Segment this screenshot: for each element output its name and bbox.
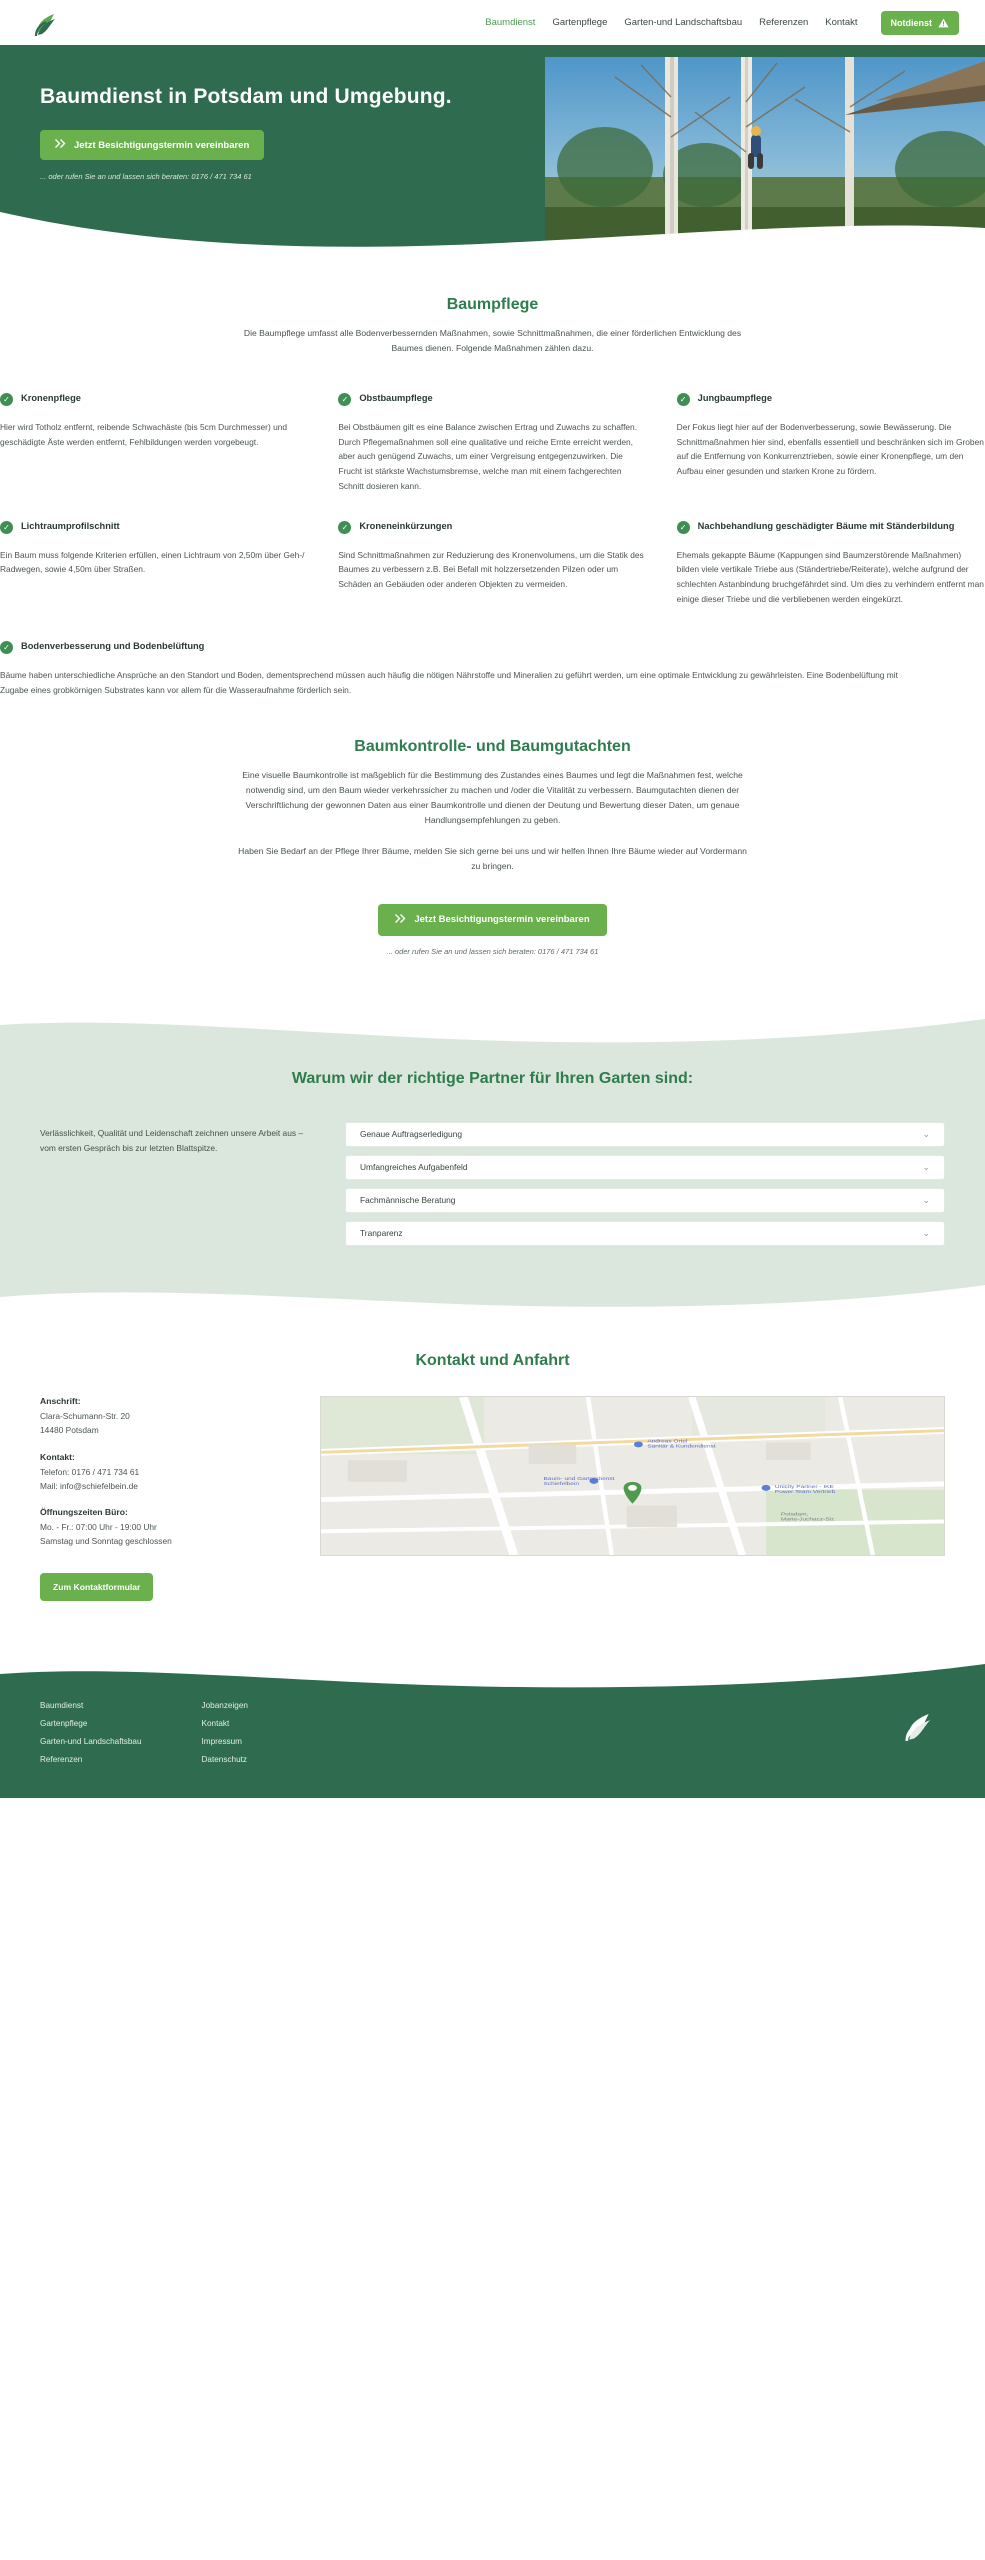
card-lichtraumprofilschnitt bbox=[0, 520, 308, 633]
card-title: Kronenpflege bbox=[21, 393, 81, 404]
nav-item-gartenpflege[interactable]: Gartenpflege bbox=[552, 17, 608, 28]
contact-form-button[interactable]: Zum Kontaktformular bbox=[40, 1573, 153, 1601]
check-circle-icon: ✓ bbox=[677, 393, 690, 406]
footer-link-impressum[interactable]: Impressum bbox=[201, 1737, 243, 1747]
chevron-down-icon: ⌄ bbox=[922, 1194, 930, 1205]
card-body: Hier wird Totholz entfernt, reibende Schwachäste (bis 5cm Durchmesser) und geschädigte Äste werden entfernt, Fehlbildungen werden vorgebeugt. bbox=[0, 422, 288, 447]
hero-wave-divider bbox=[0, 212, 985, 250]
card-body: Der Fokus liegt hier auf der Bodenverbesserung, sowie Bewässerung. Die Schnittmaßnahmen hier sind, ebenfalls essentiell und beschränken sich im Groben auf die Entfernung von Konkurrenztrieben, sowie einer Kronenpflege, um den Aufbau einer gesunden und starken Krone zu fördern. bbox=[676, 422, 984, 477]
card-nachbehandlung bbox=[677, 520, 985, 633]
footer-wrap bbox=[0, 1659, 985, 1798]
contact-label: Kontakt: bbox=[40, 1451, 75, 1462]
nav-item-baumdienst[interactable]: Baumdienst bbox=[485, 17, 536, 28]
svg-text:Unicity Partner - IKE: Unicity Partner - IKE bbox=[774, 1484, 834, 1490]
card-body: Bei Obstbäumen gilt es eine Balance zwischen Ertrag und Zuwachs zu schaffen. Durch Pflegemaßnahmen soll eine qualitative und reiche Ernte erreicht werden, aber auch genügend Zuwachs, um einer Vergreisung entgegenzuwirken. Die Frucht ist stärkste Wachstumsbremse, welche man mit einem fachgerechten Schnitt dosieren kann. bbox=[338, 422, 638, 491]
card-title: Kroneneinkürzungen bbox=[359, 520, 453, 531]
card-body: Ein Baum muss folgende Kriterien erfüllen, einen Lichtraum von 2,50m über Geh-/ Radwegen, sowie 4,50m über Straßen. bbox=[0, 549, 305, 575]
baumpflege-section bbox=[0, 250, 985, 698]
check-circle-icon: ✓ bbox=[0, 521, 13, 534]
accordion-item-beratung[interactable] bbox=[345, 1188, 945, 1213]
gutachten-appointment-button[interactable] bbox=[378, 904, 606, 936]
site-footer bbox=[0, 1659, 985, 1798]
svg-text:Power Team Vertrieb: Power Team Vertrieb bbox=[774, 1489, 836, 1495]
svg-text:Marie-Juchacz-Str.: Marie-Juchacz-Str. bbox=[780, 1517, 836, 1522]
accordion-label: Umfangreiches Aufgabenfeld bbox=[360, 1162, 468, 1173]
mail-line: Mail: info@schiefelbein.de bbox=[40, 1480, 138, 1491]
card-body: Bäume haben unterschiedliche Ansprüche an den Standort und Boden, dementsprechend müssen auch häufig die nötigen Nährstoffe und Mineralien zu geführt werden, um eine optimale Entwicklung zu gewährleisten. Eine Bodenbelüftung mit Zugabe eines grobkörnigen Substrates kann vor allem für die Wasseraufnahme förderlich sein. bbox=[0, 670, 898, 696]
card-kronenpflege bbox=[0, 392, 308, 520]
phone-line: Telefon: 0176 / 471 734 61 bbox=[40, 1466, 140, 1477]
double-chevron-right-icon bbox=[395, 914, 406, 926]
footer-link-garten-landschaftsbau[interactable]: Garten-und Landschaftsbau bbox=[40, 1737, 142, 1747]
warning-triangle-icon bbox=[938, 18, 949, 28]
card-title: Bodenverbesserung und Bodenbelüftung bbox=[21, 641, 205, 652]
footer-link-kontakt[interactable]: Kontakt bbox=[201, 1719, 230, 1729]
gutachten-phone-note: ... oder rufen Sie an und lassen sich beraten: 0176 / 471 734 61 bbox=[386, 946, 599, 956]
baumgutachten-cta-wrap bbox=[0, 904, 985, 956]
check-circle-icon: ✓ bbox=[0, 641, 13, 654]
check-circle-icon: ✓ bbox=[338, 393, 351, 406]
card-title: Obstbaumpflege bbox=[359, 393, 433, 404]
hours-label: Öffnungszeiten Büro: bbox=[40, 1507, 128, 1518]
footer-column-services bbox=[40, 1701, 142, 1764]
nav-item-garten-landschaftsbau[interactable]: Garten-und Landschaftsbau bbox=[624, 17, 743, 28]
hours-block bbox=[40, 1507, 290, 1549]
contact-block bbox=[40, 1452, 290, 1494]
address-block bbox=[40, 1396, 290, 1438]
footer-link-datenschutz[interactable]: Datenschutz bbox=[201, 1755, 248, 1765]
partner-text: Verlässlichkeit, Qualität und Leidenschaft zeichnen unsere Arbeit aus – vom ersten Gespräch bis zur letzten Blattspitze. bbox=[40, 1127, 304, 1154]
check-circle-icon: ✓ bbox=[677, 521, 690, 534]
hero-section bbox=[0, 45, 985, 250]
svg-text:Potsdam,: Potsdam, bbox=[780, 1512, 809, 1518]
accordion-item-auftragserledigung[interactable] bbox=[345, 1122, 945, 1147]
partner-accordion bbox=[345, 1122, 945, 1246]
footer-column-company bbox=[202, 1701, 248, 1764]
baumpflege-card-grid bbox=[0, 392, 985, 632]
tree-logo-icon[interactable] bbox=[26, 4, 66, 42]
partner-title: Warum wir der richtige Partner für Ihren Garten sind: bbox=[291, 1069, 694, 1087]
notdienst-label: Notdienst bbox=[890, 17, 932, 28]
baumgutachten-section bbox=[0, 698, 985, 956]
chevron-down-icon: ⌄ bbox=[922, 1128, 930, 1139]
footer-link-referenzen[interactable]: Referenzen bbox=[40, 1755, 83, 1765]
accordion-item-transparenz[interactable] bbox=[345, 1221, 945, 1246]
hero-appointment-button[interactable] bbox=[40, 130, 264, 160]
card-title: Nachbehandlung geschädigter Bäume mit Ständerbildung bbox=[697, 520, 955, 531]
nav-item-kontakt[interactable]: Kontakt bbox=[825, 17, 858, 28]
accordion-label: Tranparenz bbox=[360, 1228, 403, 1239]
partner-band-wrap bbox=[0, 1012, 985, 1310]
card-jungbaumpflege bbox=[677, 392, 985, 520]
footer-wave-divider bbox=[0, 1658, 985, 1692]
card-obstbaumpflege bbox=[338, 392, 646, 520]
footer-columns bbox=[40, 1701, 945, 1764]
footer-link-baumdienst[interactable]: Baumdienst bbox=[40, 1701, 84, 1711]
svg-text:Andreas Ortel: Andreas Ortel bbox=[647, 1439, 688, 1444]
contact-details bbox=[40, 1396, 290, 1601]
page-title: Baumdienst in Potsdam und Umgebung. bbox=[40, 85, 452, 108]
contact-columns bbox=[0, 1396, 985, 1601]
hours-line-1: Mo. - Fr.: 07:00 Uhr - 19:00 Uhr bbox=[40, 1522, 157, 1533]
baumgutachten-paragraph-1: Eine visuelle Baumkontrolle ist maßgeblich für die Bestimmung des Zustandes eines Baumes und legt die Maßnahmen fest, welche notwendig sind, um den Baum wieder verkehrssicher zu machen und /oder die Vitalität zu verbessern. Baumgutachten dienen der Verschriftlichung der gewonnen Daten aus einer Baumkontrolle und dienen der Deutung und Bewertung dieser Daten, um genaue Handlungsempfehlungen zu geben. bbox=[242, 769, 743, 825]
contact-title: Kontakt und Anfahrt bbox=[415, 1351, 570, 1369]
svg-text:Sanitär & Kundendienst: Sanitär & Kundendienst bbox=[647, 1444, 716, 1449]
address-label: Anschrift: bbox=[40, 1395, 81, 1406]
notdienst-button[interactable] bbox=[881, 11, 960, 35]
site-header bbox=[0, 0, 985, 45]
band-wave-top bbox=[0, 1011, 985, 1047]
address-line-2: 14480 Potsdam bbox=[40, 1424, 99, 1435]
accordion-label: Fachmännische Beratung bbox=[360, 1195, 456, 1206]
accordion-item-aufgabenfeld[interactable] bbox=[345, 1155, 945, 1180]
baumpflege-lead: Die Baumpflege umfasst alle Bodenverbessernden Maßnahmen, sowie Schnittmaßnahmen, die einer förderlichen Entwicklung des Baumes dienen. Folgende Maßnahmen zählen dazu. bbox=[243, 328, 742, 354]
address-line-1: Clara-Schumann-Str. 20 bbox=[40, 1410, 130, 1421]
partner-section bbox=[0, 1012, 985, 1310]
baumgutachten-title: Baumkontrolle- und Baumgutachten bbox=[354, 737, 631, 755]
check-circle-icon: ✓ bbox=[0, 393, 13, 406]
accordion-label: Genaue Auftragserledigung bbox=[360, 1129, 462, 1140]
location-map[interactable] bbox=[320, 1396, 945, 1556]
footer-link-jobanzeigen[interactable]: Jobanzeigen bbox=[201, 1701, 248, 1711]
card-bodenverbesserung bbox=[0, 640, 985, 697]
baumgutachten-paragraph-2: Haben Sie Bedarf an der Pflege Ihrer Bäume, melden Sie sich gerne bei uns und wir helfen Ihnen Ihre Bäume wieder auf Vordermann zu bringen. bbox=[238, 845, 747, 871]
gutachten-cta-label: Jetzt Besichtigungstermin vereinbaren bbox=[414, 914, 590, 926]
svg-text:Baum- und Gartendienst: Baum- und Gartendienst bbox=[543, 1476, 615, 1482]
card-body: Ehemals gekappte Bäume (Kappungen sind Baumzerstörende Maßnahmen) bilden viele vertikale Triebe aus (Ständertriebe/Reiterate), welche aufgrund der schlechten Astanbindung bruchgefährdet sind. Um dies zu verhindern entfernt man einige dieser Triebe und die verbliebenen werden eingekürzt. bbox=[676, 549, 984, 604]
chevron-down-icon: ⌄ bbox=[922, 1161, 930, 1172]
band-wave-bottom bbox=[0, 1275, 985, 1311]
chevron-down-icon: ⌄ bbox=[922, 1227, 930, 1238]
nav-item-referenzen[interactable]: Referenzen bbox=[759, 17, 809, 28]
hours-line-2: Samstag und Sonntag geschlossen bbox=[40, 1536, 172, 1547]
card-title: Lichtraumprofilschnitt bbox=[21, 520, 120, 531]
double-chevron-right-icon bbox=[55, 139, 66, 151]
card-kroneneinkuerzungen bbox=[338, 520, 646, 633]
hero-cta-label: Jetzt Besichtigungstermin vereinbaren bbox=[74, 139, 250, 151]
card-title: Jungbaumpflege bbox=[697, 393, 773, 404]
card-body: Sind Schnittmaßnahmen zur Reduzierung des Kronenvolumens, um die Statik des Baumes zu verbessern z.B. Bei Befall mit holzzersetzenden Pilzen oder um Schäden an Gebäuden oder anderen Objekten zu vermeiden. bbox=[338, 549, 644, 589]
hero-phone-note: ... oder rufen Sie an und lassen sich beraten: 0176 / 471 734 61 bbox=[40, 172, 252, 182]
tree-logo-icon bbox=[897, 1703, 941, 1752]
check-circle-icon: ✓ bbox=[338, 521, 351, 534]
partner-columns bbox=[0, 1122, 985, 1246]
svg-text:Schiefelbein: Schiefelbein bbox=[543, 1481, 579, 1487]
footer-link-gartenpflege[interactable]: Gartenpflege bbox=[40, 1719, 88, 1729]
main-navigation bbox=[485, 11, 959, 35]
baumpflege-title: Baumpflege bbox=[446, 296, 539, 313]
contact-section bbox=[0, 1310, 985, 1647]
